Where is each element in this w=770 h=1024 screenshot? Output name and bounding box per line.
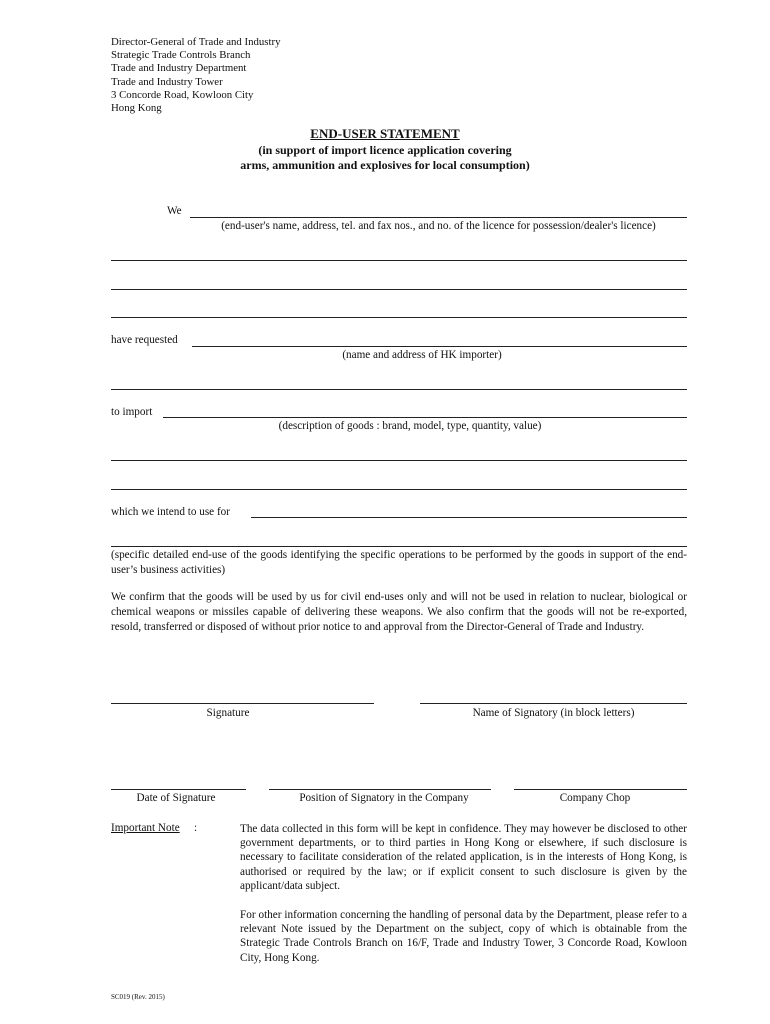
goods-field-line[interactable]	[111, 460, 687, 461]
confirmation-paragraph: We confirm that the goods will be used by us for civil end-uses only and will not be used in relation to nuclear, biological or chemical weapons or missiles capable of delivering these weapons. We also confirm that the goods will not be re-exported, resold, transferred or disposed of without prior notice to and approval from the Director-General of Trade and Industry.	[111, 591, 687, 634]
end-use-field[interactable]	[251, 517, 687, 518]
signatory-name-caption: Name of Signatory (in block letters)	[472, 707, 635, 719]
address-line: Strategic Trade Controls Branch	[111, 49, 251, 62]
address-line: Trade and Industry Tower	[111, 75, 223, 88]
end-user-field-line[interactable]	[111, 260, 687, 261]
we-label: We	[167, 205, 182, 217]
company-chop-caption: Company Chop	[559, 792, 631, 804]
important-note-colon: :	[194, 822, 198, 834]
important-note-paragraph: The data collected in this form will be kept in confidence. They may however be disclosed to other government departments, or to third parties in Hong Kong or elsewhere, if such disclosure is necessary to facilitate consideration of the related application, is in the interests of Hong Kong, is authorised or required by the law; or if explicit consent to such disclosure is given by the applicant/data subject.	[240, 823, 687, 892]
position-caption: Position of Signatory in the Company	[299, 792, 469, 804]
importer-field-line[interactable]	[111, 389, 687, 390]
document-subtitle: (in support of import licence application covering	[258, 143, 512, 157]
signature-line[interactable]	[111, 703, 374, 704]
document-title: END-USER STATEMENT	[310, 126, 460, 141]
important-note-paragraph: For other information concerning the handling of personal data by the Department, please refer to a relevant Note issued by the Department on the subject, copy of which is obtainable from the Strategic Trade Controls Branch on 16/F, Trade and Industry Tower, 3 Concorde Road, Kowloon City, Hong Kong.	[240, 909, 687, 964]
address-line: Director-General of Trade and Industry	[111, 36, 281, 48]
signature-caption: Signature	[206, 707, 250, 719]
address-line: 3 Concorde Road, Kowloon City	[111, 88, 254, 101]
end-user-caption: (end-user's name, address, tel. and fax nos., and no. of the licence for possession/dealer's licence)	[221, 220, 656, 232]
date-caption: Date of Signature	[136, 792, 216, 804]
importer-caption: (name and address of HK importer)	[342, 349, 502, 361]
goods-field[interactable]	[163, 417, 687, 418]
company-chop-line[interactable]	[514, 789, 687, 790]
importer-field[interactable]	[192, 346, 687, 347]
goods-field-line[interactable]	[111, 489, 687, 490]
goods-caption: (description of goods : brand, model, type, quantity, value)	[278, 420, 542, 432]
document-subtitle: arms, ammunition and explosives for local consumption)	[240, 158, 530, 172]
import-label: to import	[111, 406, 153, 418]
end-use-field-line[interactable]	[111, 546, 687, 547]
use-label: which we intend to use for	[111, 506, 230, 518]
end-user-field-line[interactable]	[111, 289, 687, 290]
important-note-label: Important Note	[111, 822, 180, 834]
date-line[interactable]	[111, 789, 246, 790]
requested-label: have requested	[111, 334, 178, 346]
end-user-field-line[interactable]	[111, 317, 687, 318]
address-line: Hong Kong	[111, 102, 162, 115]
end-use-caption: (specific detailed end-use of the goods identifying the specific operations to be performed by the goods in support of the end-user’s business activities)	[111, 549, 687, 577]
position-line[interactable]	[269, 789, 491, 790]
form-number: SC019 (Rev. 2015)	[111, 993, 165, 1001]
addressee-block	[111, 36, 280, 115]
end-user-field[interactable]	[190, 217, 687, 218]
signatory-name-line[interactable]	[420, 703, 687, 704]
address-line: Trade and Industry Department	[111, 62, 247, 75]
